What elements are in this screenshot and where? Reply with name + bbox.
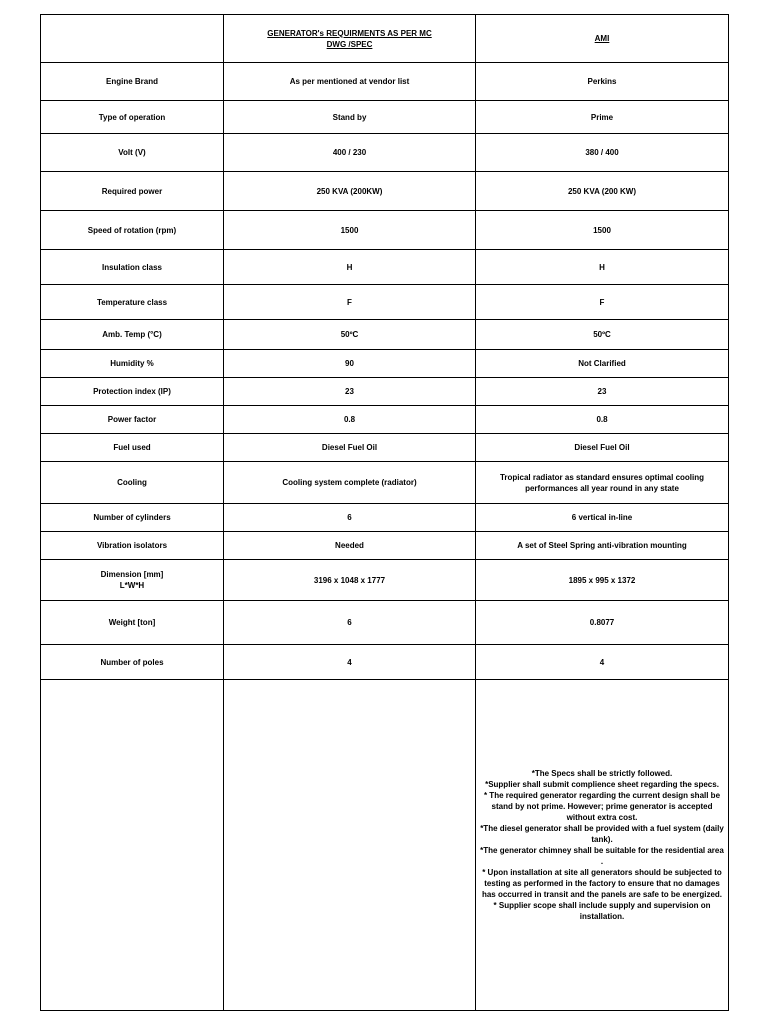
requirement-value: 90	[224, 350, 476, 378]
row-label: Vibration isolators	[41, 532, 224, 560]
row-label: Required power	[41, 172, 224, 211]
table-row	[41, 406, 729, 434]
table-row	[41, 560, 729, 601]
row-label: Amb. Temp (°C)	[41, 320, 224, 350]
notes-row	[41, 680, 729, 1011]
table-row	[41, 350, 729, 378]
ami-value: Not Clarified	[476, 350, 729, 378]
requirement-value: H	[224, 250, 476, 285]
header-ami: AMI	[476, 15, 729, 63]
ami-value: Diesel Fuel Oil	[476, 434, 729, 462]
row-label: Volt (V)	[41, 134, 224, 172]
row-label: Fuel used	[41, 434, 224, 462]
row-label: Speed of rotation (rpm)	[41, 211, 224, 250]
table-row	[41, 645, 729, 680]
table-row	[41, 172, 729, 211]
requirement-value: Diesel Fuel Oil	[224, 434, 476, 462]
notes-cell	[476, 680, 729, 1011]
ami-value: H	[476, 250, 729, 285]
requirement-value: 3196 x 1048 x 1777	[224, 560, 476, 601]
row-label: Power factor	[41, 406, 224, 434]
note-item: * Upon installation at site all generators should be subjected to testing as performed in the factory to ensure that no damages has occurred in transit and the panels are safe to be energized.	[481, 868, 723, 899]
ami-value: A set of Steel Spring anti-vibration mounting	[476, 532, 729, 560]
ami-value: Tropical radiator as standard ensures optimal cooling performances all year round in any state	[476, 462, 729, 504]
requirement-value: F	[224, 285, 476, 320]
table-row	[41, 601, 729, 645]
requirement-value: 6	[224, 601, 476, 645]
header-requirements	[224, 15, 476, 63]
requirement-value: As per mentioned at vendor list	[224, 63, 476, 101]
row-label: Engine Brand	[41, 63, 224, 101]
row-label: Protection index (IP)	[41, 378, 224, 406]
row-label	[41, 560, 224, 601]
notes-empty-cell	[224, 680, 476, 1011]
ami-value: 50ºC	[476, 320, 729, 350]
ami-value: 4	[476, 645, 729, 680]
table-row	[41, 378, 729, 406]
ami-value: F	[476, 285, 729, 320]
ami-value: 0.8	[476, 406, 729, 434]
ami-value: 250 KVA (200 KW)	[476, 172, 729, 211]
ami-value: 0.8077	[476, 601, 729, 645]
row-label: Type of operation	[41, 101, 224, 134]
row-label: Number of cylinders	[41, 504, 224, 532]
spec-comparison-table	[40, 14, 729, 1011]
requirement-value: 50ºC	[224, 320, 476, 350]
table-row	[41, 434, 729, 462]
row-label: Humidity %	[41, 350, 224, 378]
table-row	[41, 211, 729, 250]
requirement-value: Cooling system complete (radiator)	[224, 462, 476, 504]
requirement-value: 4	[224, 645, 476, 680]
requirement-value: 6	[224, 504, 476, 532]
table-row	[41, 532, 729, 560]
ami-value: Prime	[476, 101, 729, 134]
table-row	[41, 63, 729, 101]
header-requirements-line2: DWG /SPEC	[326, 39, 373, 49]
table-header-row	[41, 15, 729, 63]
ami-value: 23	[476, 378, 729, 406]
row-label: Insulation class	[41, 250, 224, 285]
row-label: Number of poles	[41, 645, 224, 680]
row-label: Temperature class	[41, 285, 224, 320]
header-requirements-line1: GENERATOR's REQUIRMENTS AS PER MC	[267, 28, 432, 38]
requirement-value: Needed	[224, 532, 476, 560]
row-label: Weight [ton]	[41, 601, 224, 645]
requirement-value: Stand by	[224, 101, 476, 134]
table-row	[41, 462, 729, 504]
ami-value: 380 / 400	[476, 134, 729, 172]
note-item: *The generator chimney shall be suitable for the residential area .	[480, 846, 724, 866]
requirement-value: 400 / 230	[224, 134, 476, 172]
note-item: *Supplier shall submit complience sheet regarding the specs.	[485, 780, 719, 789]
header-empty-cell	[41, 15, 224, 63]
note-item: *The diesel generator shall be provided with a fuel system (daily tank).	[480, 824, 724, 844]
table-row	[41, 134, 729, 172]
table-row	[41, 504, 729, 532]
note-item: *The Specs shall be strictly followed.	[531, 769, 673, 778]
requirement-value: 0.8	[224, 406, 476, 434]
table-row	[41, 101, 729, 134]
requirement-value: 23	[224, 378, 476, 406]
ami-value: Perkins	[476, 63, 729, 101]
ami-value: 1500	[476, 211, 729, 250]
row-label-line2: L*W*H	[119, 581, 145, 590]
notes-empty-cell	[41, 680, 224, 1011]
row-label-line1: Dimension [mm]	[100, 570, 164, 579]
requirement-value: 1500	[224, 211, 476, 250]
note-item: * The required generator regarding the current design shall be stand by not prime. However; prime generator is accepted without extra cost.	[483, 791, 721, 822]
requirement-value: 250 KVA (200KW)	[224, 172, 476, 211]
note-item: * Supplier scope shall include supply and supervision on installation.	[493, 901, 711, 921]
table-row	[41, 320, 729, 350]
row-label: Cooling	[41, 462, 224, 504]
table-row	[41, 250, 729, 285]
ami-value: 6 vertical in-line	[476, 504, 729, 532]
table-row	[41, 285, 729, 320]
ami-value: 1895 x 995 x 1372	[476, 560, 729, 601]
